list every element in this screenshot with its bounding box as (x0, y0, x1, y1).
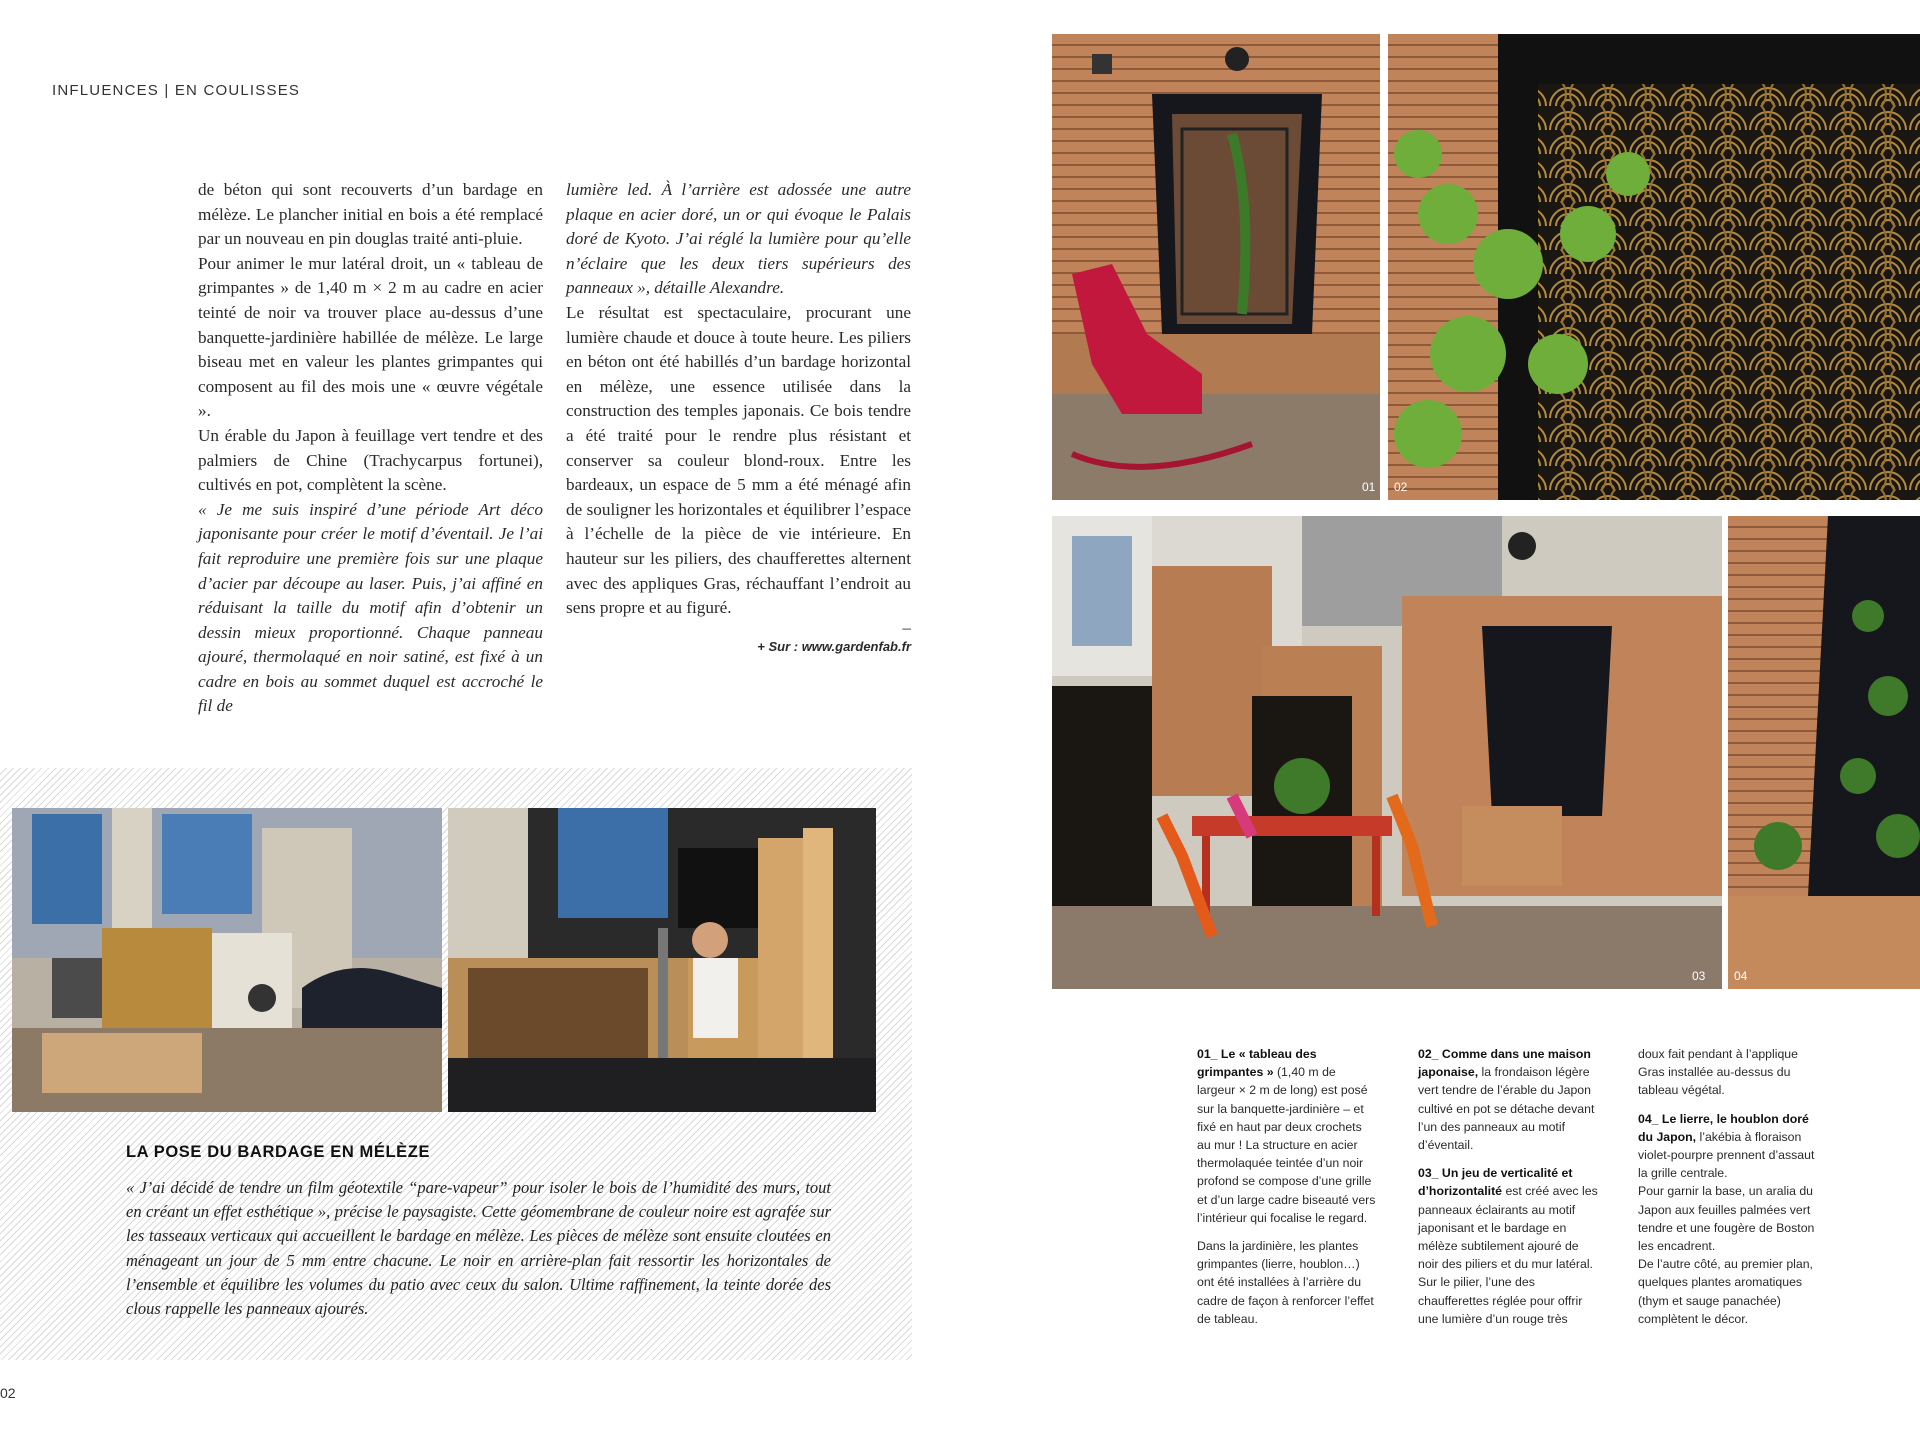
caption-01-cont: Dans la jardinière, les plantes grimpantes (lierre, houblon…) ont été installées à l’arrière du cadre de façon à renforcer l’effet de tableau. (1197, 1239, 1374, 1326)
caption-04 (1638, 1110, 1818, 1183)
photo-number: 02 (1394, 480, 1408, 494)
article-column-1 (198, 178, 543, 719)
caption-01 (1197, 1045, 1377, 1227)
photo-03-patio-table (1052, 516, 1722, 989)
photo-01-image (1052, 34, 1380, 500)
quote-paragraph: lumière led. À l’arrière est adossée une autre plaque en acier doré, un or qui évoque le Palais doré de Kyoto. J’ai réglé la lumière pour qu’elle n’éclaire que les deux tiers supérieurs des panneaux », détaille Alexandre. (566, 180, 911, 298)
caption-04-cont: De l’autre côté, au premier plan, quelques plantes aromatiques (thym et sauge panachée) complètent le décor. (1638, 1257, 1813, 1326)
sidebar-text: « J’ai décidé de tendre un film géotextile “pare-vapeur” pour isoler le bois de l’humidité des murs, tout en créant un effet esthétique », précise le paysagiste. Cette géomembrane de couleur noire est agrafée sur les tasseaux verticaux qui accueillent le bardage en mélèze. Les pièces de mélèze sont ensuite cloutées en ménageant un jour de 5 mm entre chacune. Le noir en arrière-plan fait ressortir les horizontales de l’ensemble et équilibre les volumes du patio avec ceux du salon. Ultime raffinement, la teinte dorée des clous rappelle les panneaux ajourés. (126, 1178, 831, 1319)
photo-03-image (1052, 516, 1722, 989)
caption-title: 04_ Le lierre, le houblon doré du Japon, (1638, 1111, 1809, 1144)
construction-photo-1 (12, 808, 442, 1112)
caption-title: 01_ Le « tableau des grimpantes » (1197, 1047, 1317, 1080)
photo-number: 01 (1362, 480, 1376, 494)
photo-number: 03 (1692, 969, 1706, 983)
caption-column-3 (1638, 1045, 1818, 1328)
caption-text: l’akébia à floraison violet-pourpre prennent d’assaut la grille centrale. (1638, 1129, 1815, 1181)
photo-02-image (1388, 34, 1920, 500)
website-link[interactable]: + Sur : www.gardenfab.fr (757, 638, 911, 654)
caption-column-1 (1197, 1045, 1377, 1328)
caption-text: (1,40 m de largeur × 2 m de long) est posé sur la banquette-jardinière – et fixé en haut par deux crochets au mur ! La structure en acier thermolaquée teintée d’un noir profond se compose d’une grille et d’un large cadre biseauté vers l’intérieur qui focalise le regard. (1197, 1065, 1376, 1225)
caption-03 (1418, 1164, 1598, 1328)
photo-04-image (1728, 516, 1920, 989)
caption-title: 03_ Un jeu de verticalité et d’horizontalité (1418, 1166, 1573, 1199)
page-number: 02 (0, 1385, 16, 1401)
construction-photo-2-image (448, 808, 876, 1112)
photo-number: 04 (1734, 969, 1748, 983)
caption-02 (1418, 1045, 1598, 1154)
sidebar-title: LA POSE DU BARDAGE EN MÉLÈZE (126, 1143, 431, 1161)
construction-photo-1-image (12, 808, 442, 1112)
caption-text: est créé avec les panneaux éclairants au motif japonisant et le bardage en mélèze subtilement ajouré de noir des piliers et du mur latéral. Sur le pilier, l’une des chaufferettes réglée pour offrir une lumière d’un rouge très (1418, 1184, 1598, 1326)
caption-03-cont: doux fait pendant à l’applique Gras installée au-dessus du tableau végétal. (1638, 1047, 1798, 1098)
construction-photo-2 (448, 808, 876, 1112)
section-header: INFLUENCES | EN COULISSES (52, 82, 301, 99)
paragraph: Le résultat est spectaculaire, procurant une lumière chaude et douce à toute heure. Les piliers en béton ont été habillés d’un bardage horizontal en mélèze, une essence utilisée dans la construction des temples japonais. Ce bois tendre a été traité pour le rendre plus résistant et conserver sa couleur blond-roux. Entre les bardeaux, un espace de 5 mm a été ménagé afin de souligner les horizontales et équilibrer l’espace à l’échelle de la pièce de vie intérieure. En hauteur sur les piliers, des chaufferettes alternent avec des appliques Gras, réchauffant l’endroit au sens propre et au figuré. (566, 302, 911, 618)
quote-paragraph: « Je me suis inspiré d’une période Art déco japonisante pour créer le motif d’éventail. Je l’ai fait reproduire une première fois sur une plaque d’acier par découpe au laser. Puis, j’ai affiné en réduisant la taille du motif afin d’obtenir un dessin mieux proportionné. Chaque panneau ajouré, thermolaqué en noir satiné, est fixé à un cadre en bois au sommet duquel est accroché le fil de (198, 499, 543, 716)
caption-column-2 (1418, 1045, 1598, 1328)
article-column-2 (566, 178, 911, 659)
photo-02-maple-panel (1388, 34, 1920, 500)
caption-title: 02_ Comme dans une maison japonaise, (1418, 1047, 1591, 1080)
caption-text: la frondaison légère vert tendre de l’érable du Japon cultivé en pot se détache devant l’un des panneaux au motif d’éventail. (1418, 1065, 1595, 1153)
caption-04-cont: Pour garnir la base, un aralia du Japon aux feuilles palmées vert tendre et une fougère de Boston les encadrent. (1638, 1184, 1815, 1254)
paragraph: de béton qui sont recouverts d’un bardage en mélèze. Le plancher initial en bois a été remplacé par un nouveau en pin douglas traité anti-pluie. (198, 180, 543, 249)
paragraph: Pour animer le mur latéral droit, un « tableau de grimpantes » de 1,40 m × 2 m au cadre en acier teinté de noir va trouver place au-dessus d’une banquette-jardinière habillée de mélèze. Le large biseau met en valeur les plantes grimpantes qui composent au fil des mois une « œuvre végétale ». (198, 253, 543, 421)
photo-01-rocking-chair (1052, 34, 1380, 500)
photo-04-climbing-plants (1728, 516, 1920, 989)
paragraph: Un érable du Japon à feuillage vert tendre et des palmiers de Chine (Trachycarpus fortunei), cultivés en pot, complètent la scène. (198, 425, 543, 495)
end-dash: – (902, 617, 911, 637)
